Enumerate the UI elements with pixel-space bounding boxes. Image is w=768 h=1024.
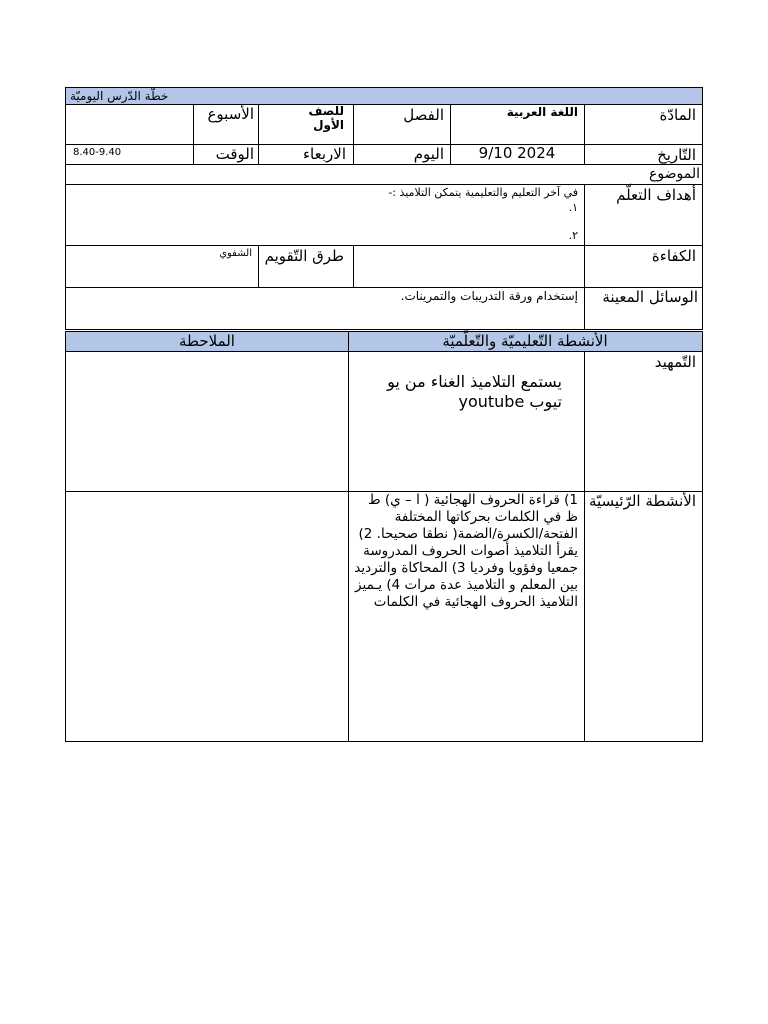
plan-title: خطّة الدّرس اليوميّة [70, 89, 169, 103]
activities-header-label: الأنشطة التّعليميّة والتّعلّميّة [442, 332, 608, 350]
subject-value: اللغة العربية [506, 105, 578, 119]
objectives-label: أهداف التعلّم [616, 186, 696, 204]
resources-label: الوسائل المعينة [602, 288, 698, 306]
objective-item-2: ٢. [568, 229, 578, 242]
intro-label: التّمهيد [654, 353, 696, 371]
assessment-value: الشفوي [219, 248, 252, 259]
competency-label: الكفاءة [651, 247, 696, 265]
objective-item-1: ١. [568, 201, 578, 214]
intro-content: يستمع التلاميذ الغناء من يو تيوب youtube [387, 372, 562, 411]
plan-header [65, 87, 703, 105]
week-label: الأسبوع [207, 105, 254, 123]
subject-label: المادّة [659, 106, 696, 124]
topic-label: الموضوع [649, 166, 700, 182]
date-label: التّاريخ [657, 146, 696, 164]
time-value: 8.40-9.40 [73, 147, 122, 158]
objectives-intro: في آخر التعليم والتعليمية يتمكن التلاميذ :- [388, 186, 578, 199]
time-label: الوقت [215, 145, 254, 163]
day-value: الاربعاء [302, 145, 346, 163]
class-label: الفصل [403, 106, 444, 124]
assessment-label: طرق التّقويم [264, 247, 344, 265]
day-label: اليوم [413, 145, 444, 163]
main-activities-label: الأنشطة الرّئيسيّة [588, 492, 696, 510]
main-activities-content: 1) قراءة الحروف الهجائية ( ا – ي) ط ظ في الكلمات بحركاتها المختلفة الفتحة/الكسرة/الضمة( نطقا صحيحا. 2) يقرأ التلاميذ أصوات الحروف المدروسة جمعيا وفؤويا وفرديا 3) المحاكاة والترديد بين المعلم و التلاميذ عدة مرات 4) يـميز التلاميذ الحروف الهجائية في الكلمات [354, 492, 578, 610]
resources-value: إستخدام ورقة التدريبات والتمرينات. [400, 289, 578, 303]
grade-value: للصف الأول [308, 104, 344, 132]
date-value: 9/10 2024 [478, 144, 556, 162]
notes-cell [67, 353, 346, 740]
notes-header-label: الملاحطة [179, 332, 235, 350]
